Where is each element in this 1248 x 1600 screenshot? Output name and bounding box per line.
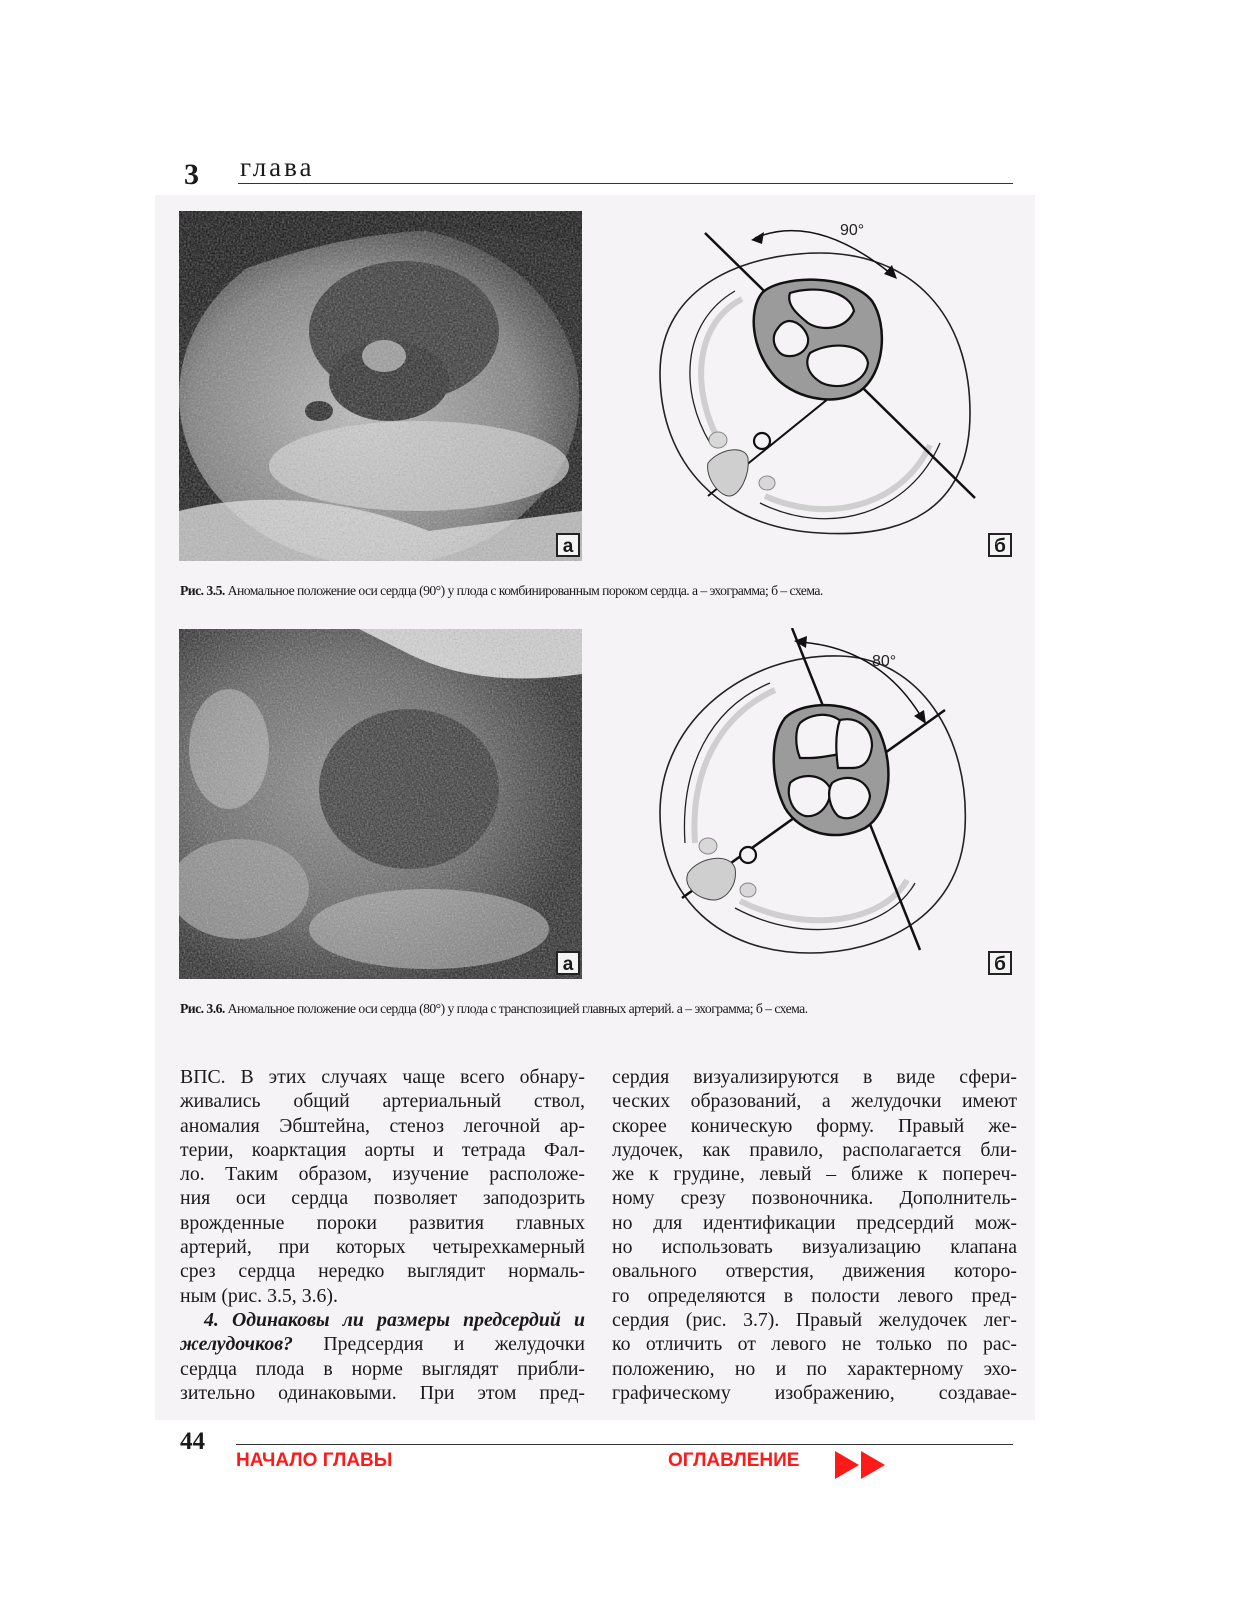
angle-label-90: 90°: [840, 222, 865, 239]
text-line: овального отверстия, движения которо-: [612, 1260, 1017, 1283]
figure-caption-3-5: [180, 583, 823, 599]
text-line: ческих образований, а желудочки имеют: [612, 1090, 1017, 1113]
text-line: ВПС. В этих случаях чаще всего обнару-: [180, 1066, 585, 1088]
text-line: ния оси сердца позволяет заподозрить: [180, 1187, 585, 1210]
panel-label-b: б: [988, 533, 1012, 557]
text-line: артерий, при которых четырехкамерный: [180, 1236, 585, 1259]
caption-text: Аномальное положение оси сердца (80°) у плода с транспозицией главных артерий. а – эхограмма; б – схема.: [224, 1001, 808, 1016]
chapter-number: 3: [184, 158, 199, 191]
caption-text: Аномальное положение оси сердца (90°) у плода с комбинированным пороком сердца. а – эхограмма; б – схема.: [224, 583, 823, 598]
text-line: аномалия Эбштейна, стеноз легочной ар-: [180, 1114, 585, 1137]
paragraph-text: Предсердия и желудочки: [292, 1333, 585, 1356]
text-line: же к грудине, левый – ближе к попереч-: [612, 1163, 1017, 1186]
heart-axis-diagram-fig-3-5: [640, 213, 990, 563]
text-line: сердия (рис. 3.7). Правый желудочек лег-: [612, 1308, 1017, 1331]
text-column-left: [180, 1065, 585, 1405]
text-line: го определяются в полости левого пред-: [612, 1284, 1017, 1307]
question-line: [180, 1332, 585, 1356]
contents-link[interactable]: ОГЛАВЛЕНИЕ: [668, 1450, 800, 1471]
heart-axis-diagram-fig-3-6: [640, 628, 990, 978]
text-line: скорее коническую форму. Правый же-: [612, 1114, 1017, 1137]
figure-caption-3-6: [180, 1001, 808, 1017]
text-line: но использовать визуализацию клапана: [612, 1236, 1017, 1259]
text-line: ло. Таким образом, изучение расположе-: [180, 1163, 585, 1186]
panel-label-a: а: [556, 951, 580, 975]
page-number: 44: [180, 1428, 205, 1455]
text-line: графическому изображению, создавае-: [612, 1381, 1017, 1404]
echogram-image-fig-3-6: [179, 629, 582, 979]
text-line: ным (рис. 3.5, 3.6).: [180, 1284, 338, 1307]
text-line: лудочек, как правило, располагается бли-: [612, 1138, 1017, 1161]
chapter-start-link[interactable]: НАЧАЛО ГЛАВЫ: [236, 1450, 393, 1471]
text-line: ко отличить от левого не только по рас-: [612, 1333, 1017, 1356]
text-line: срез сердца нередко выглядит нормаль-: [180, 1260, 585, 1283]
text-line: сердия визуализируются в виде сфери-: [612, 1066, 1017, 1088]
text-line: зительно одинаковыми. При этом пред-: [180, 1381, 585, 1404]
panel-label-a: а: [556, 533, 580, 557]
question-text: желудочков?: [180, 1333, 293, 1356]
text-line: терии, коарктация аорты и тетрада Фал-: [180, 1138, 585, 1161]
echogram-image-fig-3-5: [179, 211, 582, 561]
footer-rule: [236, 1444, 1013, 1445]
text-line: ному срезу позвоночника. Дополнитель-: [612, 1187, 1017, 1210]
question-heading-line: [180, 1308, 585, 1332]
text-line: живались общий артериальный ствол,: [180, 1090, 585, 1113]
text-line: но для идентификации предсердий мож-: [612, 1211, 1017, 1234]
next-page-double-arrow-icon[interactable]: [833, 1449, 889, 1486]
caption-ref: Рис. 3.6.: [180, 1001, 225, 1016]
caption-ref: Рис. 3.5.: [180, 583, 225, 598]
question-text: 4. Одинаковы ли размеры предсердий и: [204, 1308, 585, 1331]
chapter-title: глава: [240, 152, 315, 182]
text-line: положению, но и по характерному эхо-: [612, 1357, 1017, 1380]
header-rule: [238, 183, 1013, 184]
text-line: сердца плода в норме выглядят прибли-: [180, 1357, 585, 1380]
panel-label-b: б: [988, 951, 1012, 975]
text-column-right: [612, 1065, 1017, 1405]
text-line: врожденные пороки развития главных: [180, 1211, 585, 1234]
angle-label-80: 80°: [872, 653, 897, 670]
